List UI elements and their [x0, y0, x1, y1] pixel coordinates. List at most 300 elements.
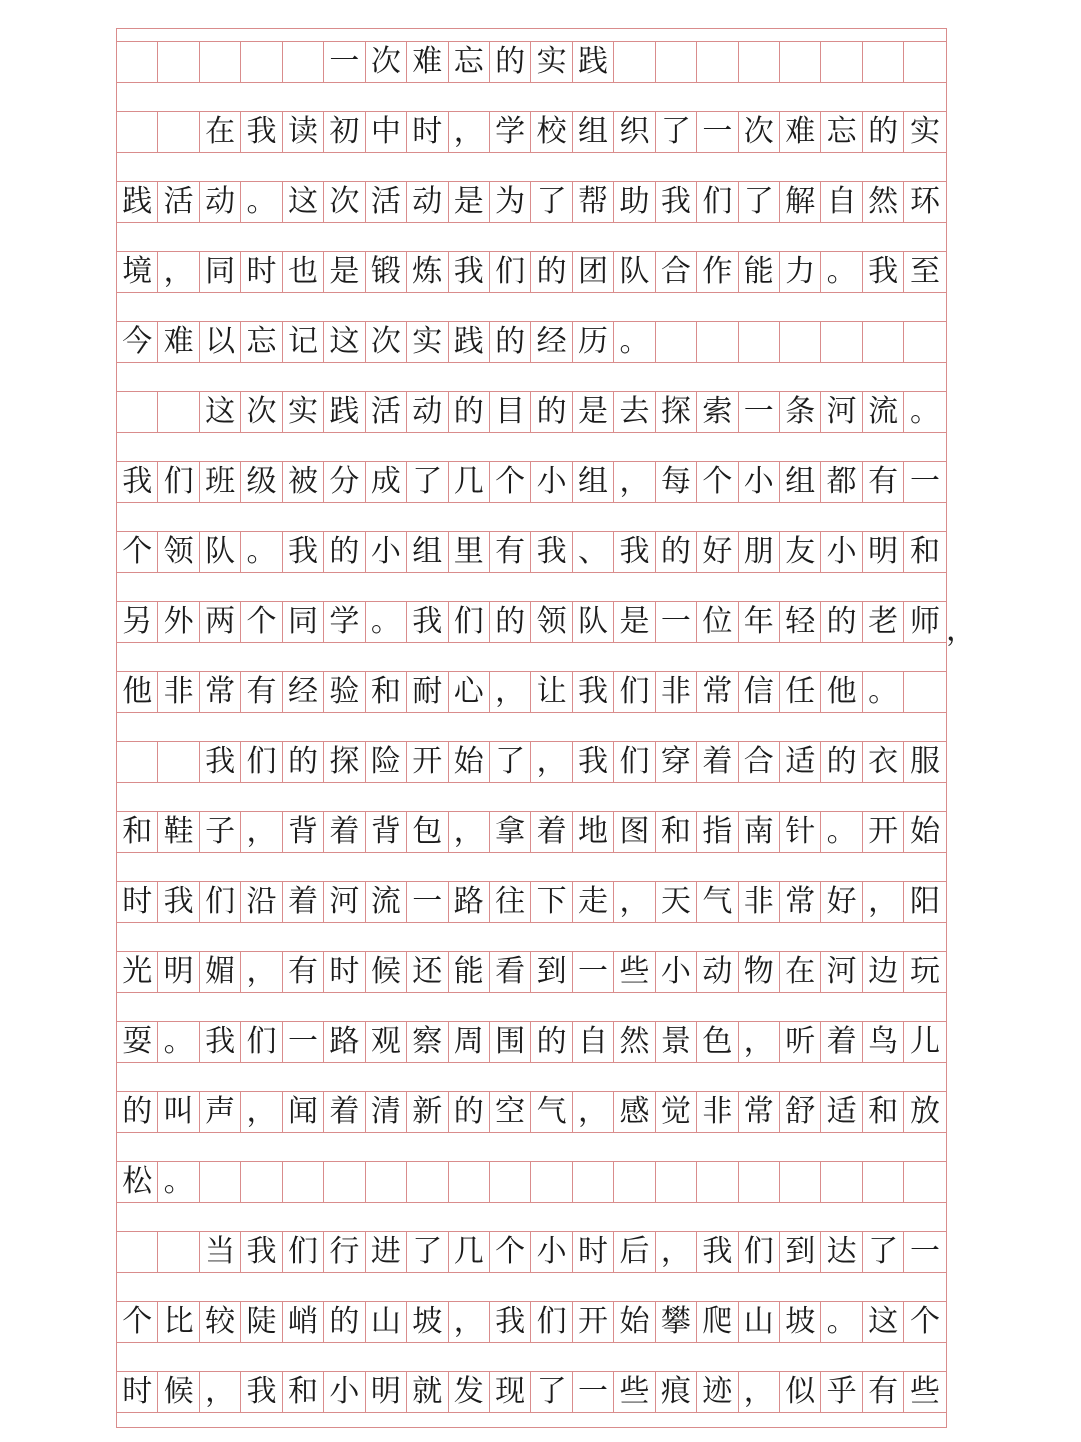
grid-cell: 进	[366, 1232, 407, 1272]
grid-cell: 子	[200, 812, 241, 852]
grid-cell: 沿	[241, 882, 282, 922]
grid-cell: 的	[449, 392, 490, 432]
grid-cell	[863, 322, 904, 362]
grid-cell: 的	[821, 742, 862, 782]
grid-cell	[158, 742, 199, 782]
grid-cell: 气	[697, 882, 738, 922]
grid-cell	[117, 1232, 158, 1272]
grid-cell: 们	[490, 252, 531, 292]
grid-cell: 的	[490, 322, 531, 362]
grid-cell: 能	[449, 952, 490, 992]
grid-cell: 图	[614, 812, 655, 852]
grid-cell: 信	[739, 672, 780, 712]
grid-cell: 自	[573, 1022, 614, 1062]
grid-cell: 探	[656, 392, 697, 432]
grid-cell: 鞋	[158, 812, 199, 852]
grid-cell	[904, 322, 945, 362]
grid-cell: 班	[200, 462, 241, 502]
grid-cell: 以	[200, 322, 241, 362]
grid-cell: 自	[821, 182, 862, 222]
grid-cell: 我	[656, 182, 697, 222]
grid-cell: 初	[324, 112, 365, 152]
grid-cell: 同	[200, 252, 241, 292]
grid-cell: 了	[739, 182, 780, 222]
grid-cell: 适	[821, 1092, 862, 1132]
grid-cell: 老	[863, 602, 904, 642]
grid-cell	[241, 1162, 282, 1202]
grid-cell: 这	[324, 322, 365, 362]
grid-cell: 的	[490, 602, 531, 642]
grid-cell: ，	[531, 742, 572, 782]
grid-cell: 。	[158, 1162, 199, 1202]
text-row	[117, 461, 946, 503]
grid-cell: 行	[324, 1232, 365, 1272]
grid-cell: ，	[200, 1372, 241, 1412]
grid-cell	[407, 1162, 448, 1202]
grid-cell: 迹	[697, 1372, 738, 1412]
grid-cell: 一	[697, 112, 738, 152]
grid-cell: 开	[407, 742, 448, 782]
grid-cell: 的	[656, 532, 697, 572]
grid-cell: 南	[739, 812, 780, 852]
grid-cell: 适	[780, 742, 821, 782]
grid-cell: 指	[697, 812, 738, 852]
margin-punctuation: ，	[946, 613, 976, 648]
title-row	[117, 41, 946, 83]
grid-cell: ，	[449, 812, 490, 852]
text-row	[117, 1091, 946, 1133]
grid-cell: 感	[614, 1092, 655, 1132]
grid-cell: 玩	[910, 954, 941, 989]
grid-cell	[904, 42, 945, 82]
grid-cell: 验	[324, 672, 365, 712]
grid-cell: 朋	[739, 532, 780, 572]
grid-cell	[531, 1162, 572, 1202]
grid-cell: 我	[283, 532, 324, 572]
text-row	[117, 181, 946, 223]
grid-cell: 周	[449, 1022, 490, 1062]
grid-cell: 耍	[117, 1022, 158, 1062]
grid-cell	[117, 42, 158, 82]
grid-cell: 山	[366, 1302, 407, 1342]
grid-cell: 拿	[490, 812, 531, 852]
grid-cell: 非	[656, 672, 697, 712]
grid-cell: 天	[656, 882, 697, 922]
grid-cell: 了	[531, 1372, 572, 1412]
grid-cell: 目	[490, 392, 531, 432]
grid-cell: 常	[697, 672, 738, 712]
grid-cell: 穿	[656, 742, 697, 782]
grid-cell: 一	[739, 392, 780, 432]
grid-cell: 有	[863, 1372, 904, 1412]
grid-cell: 组	[407, 532, 448, 572]
grid-cell: 一	[573, 952, 614, 992]
grid-cell: 背	[283, 812, 324, 852]
grid-cell: 我	[573, 742, 614, 782]
grid-cell: 在	[780, 952, 821, 992]
grid-cell: 难	[158, 322, 199, 362]
grid-cell: 声	[200, 1092, 241, 1132]
grid-cell: 们	[531, 1302, 572, 1342]
grid-cell	[697, 42, 738, 82]
grid-cell: 松	[117, 1162, 158, 1202]
grid-cell: 个	[117, 532, 158, 572]
grid-cell: 流	[863, 392, 904, 432]
grid-cell: 我	[490, 1302, 531, 1342]
grid-cell: 陡	[241, 1302, 282, 1342]
grid-cell: 这	[200, 392, 241, 432]
grid-cell: 组	[780, 462, 821, 502]
grid-cell: 往	[490, 882, 531, 922]
grid-cell	[158, 1232, 199, 1272]
text-row	[117, 1371, 946, 1413]
grid-cell: 位	[697, 602, 738, 642]
grid-cell: 较	[200, 1302, 241, 1342]
grid-cell: 锻	[366, 252, 407, 292]
grid-cell	[283, 1162, 324, 1202]
grid-cell: 然	[614, 1022, 655, 1062]
grid-cell: 一	[324, 42, 365, 82]
grid-cell: 队	[200, 532, 241, 572]
grid-cell: 的	[531, 392, 572, 432]
grid-cell: 现	[490, 1372, 531, 1412]
grid-cell: 路	[449, 882, 490, 922]
grid-cell: 。	[241, 532, 282, 572]
grid-cell: 和	[283, 1372, 324, 1412]
grid-cell: 达	[821, 1232, 862, 1272]
grid-cell: 学	[490, 112, 531, 152]
grid-cell: 坡	[780, 1302, 821, 1342]
grid-cell: 几	[449, 1232, 490, 1272]
grid-cell: 明	[863, 532, 904, 572]
manuscript-grid-paper	[116, 28, 976, 1428]
grid-cell: 领	[531, 602, 572, 642]
grid-cell	[614, 1162, 655, 1202]
grid-cell: 动	[407, 182, 448, 222]
grid-cell: 我	[407, 602, 448, 642]
grid-cell: ，	[449, 112, 490, 152]
grid-cell: 的	[490, 42, 531, 82]
grid-cell: 我	[531, 532, 572, 572]
grid-cell: 闻	[283, 1092, 324, 1132]
grid-cell: 践	[573, 42, 614, 82]
grid-cell: 被	[283, 462, 324, 502]
grid-cell: 分	[324, 462, 365, 502]
grid-cell: 舒	[780, 1092, 821, 1132]
text-row	[117, 1231, 946, 1273]
text-row	[117, 321, 946, 363]
grid-cell: 光	[117, 952, 158, 992]
grid-cell: 成	[366, 462, 407, 502]
grid-cell: 小	[531, 462, 572, 502]
grid-cell	[117, 112, 158, 152]
grid-cell: 动	[407, 392, 448, 432]
grid-cell: 一	[573, 1372, 614, 1412]
grid-cell: 些	[614, 1372, 655, 1412]
grid-cell: 今	[117, 322, 158, 362]
grid-cell: 河	[324, 882, 365, 922]
grid-cell: 也	[283, 252, 324, 292]
grid-cell: 。	[614, 322, 655, 362]
grid-cell: 了	[490, 742, 531, 782]
grid-cell: 色	[697, 1022, 738, 1062]
grid-cell: 里	[449, 532, 490, 572]
grid-cell: 我	[200, 742, 241, 782]
text-row	[117, 951, 946, 993]
text-row	[117, 741, 946, 783]
grid-cell: 我	[573, 672, 614, 712]
text-row	[117, 1301, 946, 1343]
grid-cell: 经	[283, 672, 324, 712]
grid-cell: 我	[863, 252, 904, 292]
grid-cell: 同	[283, 602, 324, 642]
grid-cell: 都	[821, 462, 862, 502]
grid-cell: 非	[158, 672, 199, 712]
grid-cell: 当	[200, 1232, 241, 1272]
grid-cell	[656, 322, 697, 362]
grid-cell: 实	[910, 114, 941, 149]
grid-cell	[200, 42, 241, 82]
grid-cell: 我	[697, 1232, 738, 1272]
grid-cell: 织	[614, 112, 655, 152]
grid-cell: 另	[117, 602, 158, 642]
grid-cell: 境	[117, 252, 158, 292]
grid-cell	[821, 42, 862, 82]
grid-cell: 儿	[910, 1024, 941, 1059]
grid-cell: 次	[366, 42, 407, 82]
grid-cell: 力	[780, 252, 821, 292]
grid-cell: 合	[656, 252, 697, 292]
grid-cell: 帮	[573, 182, 614, 222]
grid-cell: 针	[780, 812, 821, 852]
grid-cell: 记	[283, 322, 324, 362]
grid-cell: 峭	[283, 1302, 324, 1342]
grid-cell: 非	[739, 882, 780, 922]
grid-cell: 炼	[407, 252, 448, 292]
grid-cell: 好	[821, 882, 862, 922]
grid-cell: 背	[366, 812, 407, 852]
grid-cell: 在	[200, 112, 241, 152]
grid-cell	[158, 42, 199, 82]
grid-cell: ，	[573, 1092, 614, 1132]
grid-cell: 、	[573, 532, 614, 572]
text-row	[117, 531, 946, 573]
grid-cell: 时	[407, 112, 448, 152]
grid-cell	[697, 322, 738, 362]
grid-cell: 和	[366, 672, 407, 712]
text-row	[117, 881, 946, 923]
grid-cell: 时	[117, 882, 158, 922]
grid-cell: 为	[490, 182, 531, 222]
grid-cell: 有	[283, 952, 324, 992]
grid-cell	[158, 392, 199, 432]
grid-cell: 次	[324, 182, 365, 222]
text-row	[117, 391, 946, 433]
grid-cell: 我	[241, 112, 282, 152]
grid-cell: 耐	[407, 672, 448, 712]
grid-cell: 们	[697, 182, 738, 222]
grid-cell: 时	[573, 1232, 614, 1272]
grid-cell	[739, 322, 780, 362]
grid-cell: 包	[407, 812, 448, 852]
grid-cell: 后	[614, 1232, 655, 1272]
grid-cell: 几	[449, 462, 490, 502]
grid-cell: ，	[739, 1022, 780, 1062]
grid-cell: 是	[614, 602, 655, 642]
grid-cell: 明	[158, 952, 199, 992]
grid-cell: 好	[697, 532, 738, 572]
grid-cell: 。	[863, 672, 904, 712]
grid-cell: 衣	[863, 742, 904, 782]
grid-cell: 中	[366, 112, 407, 152]
grid-cell: 队	[573, 602, 614, 642]
grid-cell: 和	[656, 812, 697, 852]
grid-cell: 些	[910, 1374, 941, 1409]
grid-cell: 们	[614, 672, 655, 712]
grid-cell: 去	[614, 392, 655, 432]
grid-cell: 学	[324, 602, 365, 642]
grid-cell: 经	[531, 322, 572, 362]
grid-cell: 次	[739, 112, 780, 152]
grid-cell: 边	[863, 952, 904, 992]
grid-cell: ，	[158, 252, 199, 292]
grid-cell: 时	[117, 1372, 158, 1412]
grid-cell: 环	[910, 184, 941, 219]
grid-cell: 践	[449, 322, 490, 362]
grid-cell: 活	[158, 182, 199, 222]
grid-cell: 察	[407, 1022, 448, 1062]
grid-cell: 着	[531, 812, 572, 852]
grid-cell: ，	[490, 672, 531, 712]
grid-cell: 听	[780, 1022, 821, 1062]
grid-cell	[573, 1162, 614, 1202]
grid-cell: 气	[531, 1092, 572, 1132]
grid-cell	[821, 1162, 862, 1202]
grid-cell	[780, 42, 821, 82]
grid-cell: 就	[407, 1372, 448, 1412]
grid-cell: 围	[490, 1022, 531, 1062]
grid-cell: 小	[821, 532, 862, 572]
grid-cell: 景	[656, 1022, 697, 1062]
grid-cell: 实	[283, 392, 324, 432]
grid-cell: 流	[366, 882, 407, 922]
grid-cell: 鸟	[863, 1022, 904, 1062]
grid-cell: 能	[739, 252, 780, 292]
grid-cell: 小	[656, 952, 697, 992]
grid-cell	[656, 1162, 697, 1202]
grid-cell	[117, 742, 158, 782]
grid-cell: 是	[573, 392, 614, 432]
grid-cell: ，	[739, 1372, 780, 1412]
grid-cell: 队	[614, 252, 655, 292]
grid-cell	[697, 1162, 738, 1202]
grid-cell: 常	[780, 882, 821, 922]
grid-cell: 我	[200, 1022, 241, 1062]
grid-cell: 这	[863, 1302, 904, 1342]
grid-cell: 外	[158, 602, 199, 642]
grid-cell: 一	[910, 464, 941, 499]
grid-cell: 观	[366, 1022, 407, 1062]
grid-cell	[656, 42, 697, 82]
grid-cell: 他	[821, 672, 862, 712]
grid-cell: 两	[200, 602, 241, 642]
grid-cell: 个	[117, 1302, 158, 1342]
grid-cell: 的	[821, 602, 862, 642]
grid-cell: 领	[158, 532, 199, 572]
text-row	[117, 1021, 946, 1063]
grid-cell: 探	[324, 742, 365, 782]
grid-cell: 小	[739, 462, 780, 502]
grid-cell: 们	[283, 1232, 324, 1272]
grid-cell: 始	[910, 814, 941, 849]
grid-cell: 时	[241, 252, 282, 292]
grid-cell: 下	[531, 882, 572, 922]
grid-cell: 忘	[821, 112, 862, 152]
grid-cell: 些	[614, 952, 655, 992]
grid-cell: 们	[200, 882, 241, 922]
grid-cell: 们	[739, 1232, 780, 1272]
grid-cell: 还	[407, 952, 448, 992]
grid-cell: 着	[821, 1022, 862, 1062]
grid-cell: 着	[283, 882, 324, 922]
grid-cell: 我	[158, 882, 199, 922]
grid-cell: 候	[158, 1372, 199, 1412]
grid-cell	[821, 322, 862, 362]
grid-cell: 个	[910, 1304, 941, 1339]
grid-cell: 组	[573, 462, 614, 502]
grid-cell: ，	[241, 812, 282, 852]
grid-cell: ，	[241, 1092, 282, 1132]
grid-cell: 了	[407, 462, 448, 502]
grid-cell: 至	[910, 254, 941, 289]
grid-cell: 候	[366, 952, 407, 992]
grid-cell: 服	[910, 744, 941, 779]
grid-cell: 乎	[821, 1372, 862, 1412]
grid-cell: 比	[158, 1302, 199, 1342]
grid-cell: 活	[366, 392, 407, 432]
grid-cell: 有	[490, 532, 531, 572]
grid-cell	[780, 322, 821, 362]
grid-cell: 然	[863, 182, 904, 222]
grid-cell: 着	[324, 812, 365, 852]
grid-cell: 次	[366, 322, 407, 362]
grid-cell: 有	[241, 672, 282, 712]
grid-cell: 任	[780, 672, 821, 712]
grid-cell: 历	[573, 322, 614, 362]
grid-cell: 践	[117, 182, 158, 222]
grid-cell: 开	[573, 1302, 614, 1342]
grid-cell: 一	[407, 882, 448, 922]
grid-cell	[117, 392, 158, 432]
grid-cell: 的	[324, 532, 365, 572]
grid-cell: 心	[449, 672, 490, 712]
grid-cell: 次	[241, 392, 282, 432]
grid-cell: 每	[656, 462, 697, 502]
grid-cell: 了	[531, 182, 572, 222]
grid-cell: ，	[241, 952, 282, 992]
grid-cell: 作	[697, 252, 738, 292]
grid-cell: ，	[614, 462, 655, 502]
grid-cell: 年	[739, 602, 780, 642]
grid-cell: 践	[324, 392, 365, 432]
grid-cell: 是	[449, 182, 490, 222]
grid-cell: 师	[910, 604, 941, 639]
grid-cell: 我	[241, 1372, 282, 1412]
grid-cell: 条	[780, 392, 821, 432]
grid-cell: 小	[531, 1232, 572, 1272]
grid-cell: 着	[697, 742, 738, 782]
grid-cell: 索	[697, 392, 738, 432]
